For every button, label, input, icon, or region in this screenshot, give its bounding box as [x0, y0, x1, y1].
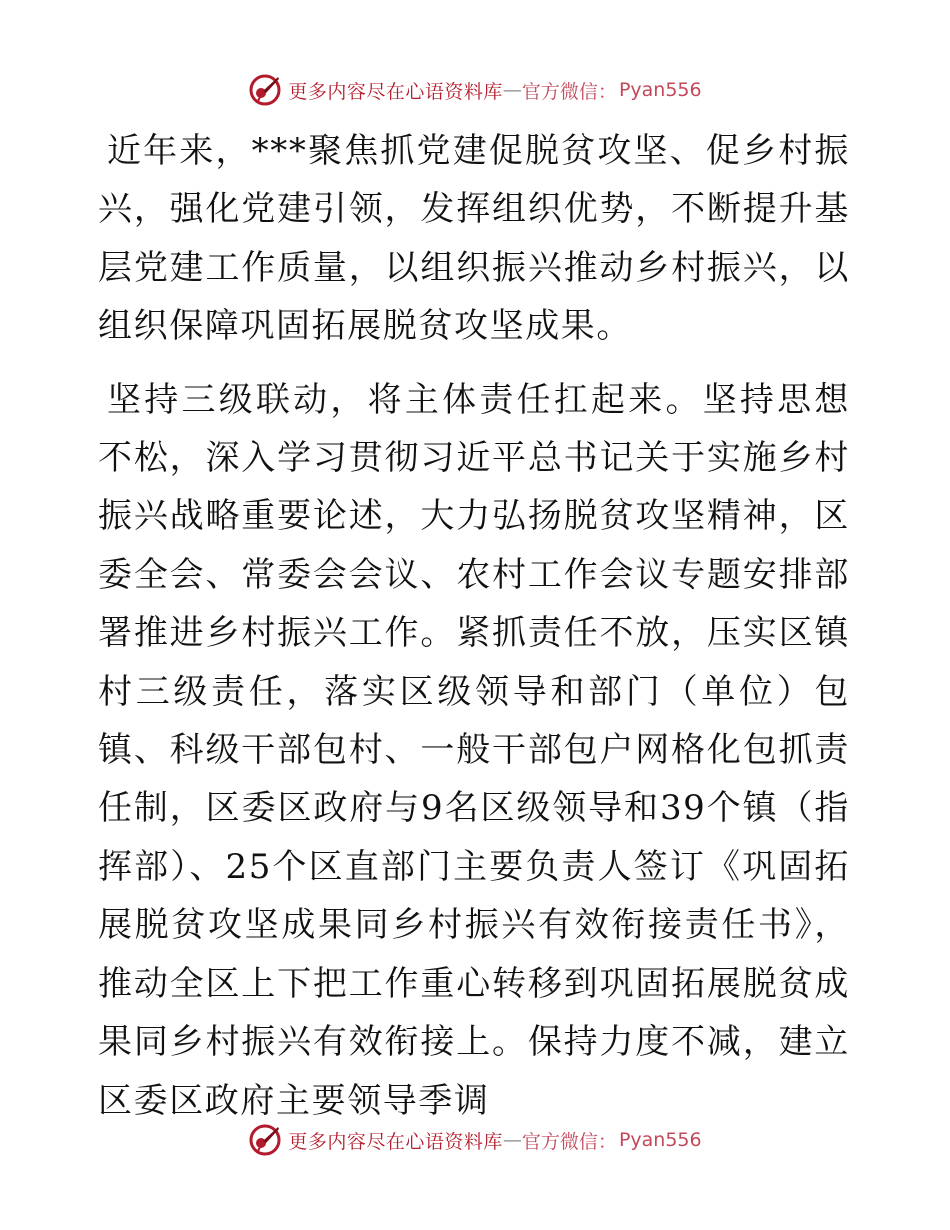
wechat-label: 官方微信： — [521, 80, 617, 103]
wechat-label: 官方微信： — [521, 1130, 617, 1153]
header-watermark-banner — [0, 70, 950, 110]
quill-logo-icon — [248, 1123, 282, 1157]
wechat-id: Pyan556 — [618, 1129, 702, 1151]
footer-watermark-banner — [0, 1120, 950, 1160]
promo-text: 更多内容尽在心语资料库 — [288, 80, 503, 103]
banner-dash: — — [502, 79, 522, 101]
document-body — [98, 122, 850, 1130]
quill-logo-icon — [248, 73, 282, 107]
banner-dash: — — [502, 1129, 522, 1151]
wechat-id: Pyan556 — [618, 79, 702, 101]
paragraph-three-level: 坚持三级联动，将主体责任扛起来。坚持思想不松，深入学习贯彻习近平总书记关于实施乡村振兴战略重要论述，大力弘扬脱贫攻坚精神，区委全会、常委会会议、农村工作会议专题安排部署推进乡村振兴工作。紧抓责任不放，压实区镇村三级责任，落实区级领导和部门（单位）包镇、科级干部包村、一般干部包户网格化包抓责任制，区委区政府与9名区级领导和39个镇（指挥部）、25个区直部门主要负责人签订《巩固拓展脱贫攻坚成果同乡村振兴有效衔接责任书》，推动全区上下把工作重心转移到巩固拓展脱贫成果同乡村振兴有效衔接上。保持力度不减，建立区委区政府主要领导季调 — [98, 379, 850, 1121]
promo-text: 更多内容尽在心语资料库 — [288, 1130, 503, 1153]
paragraph-intro: 近年来，***聚焦抓党建促脱贫攻坚、促乡村振兴，强化党建引领，发挥组织优势，不断提升基层党建工作质量，以组织振兴推动乡村振兴，以组织保障巩固拓展脱贫攻坚成果。 — [98, 131, 850, 347]
